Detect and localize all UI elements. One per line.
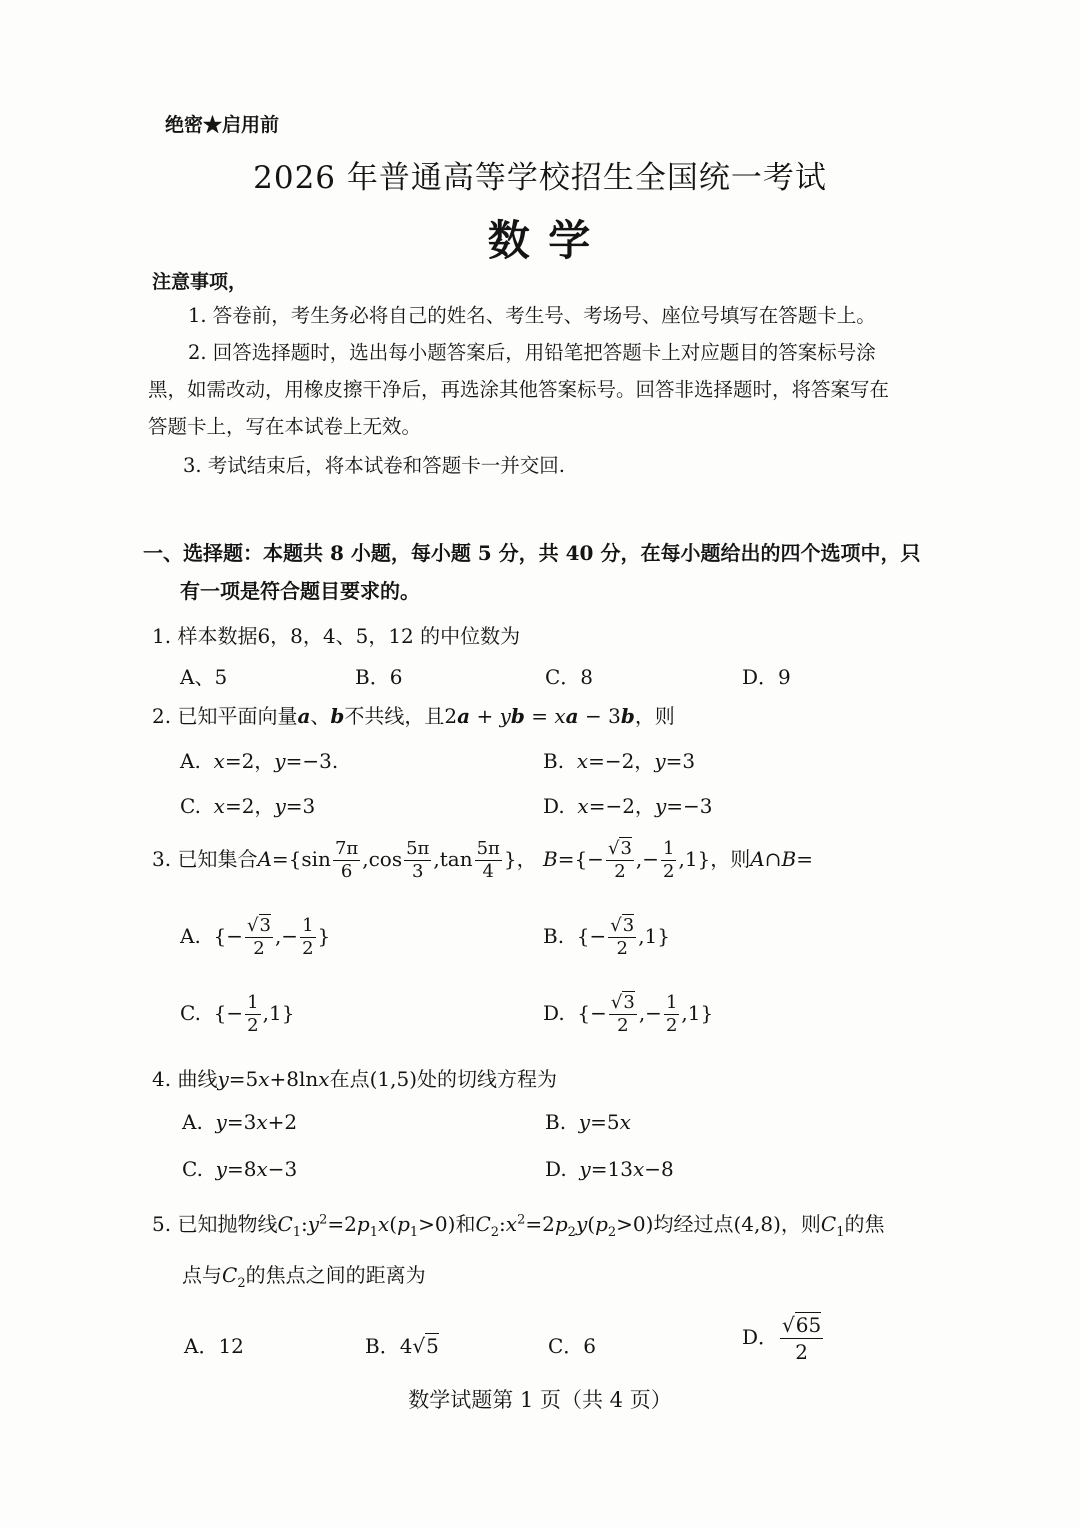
q2-option-a: A. x=2，y=−3. [180,749,339,773]
notice-heading: 注意事项， [152,271,248,293]
q4-option-a: A. y=3x+2 [182,1110,298,1134]
notice-item-2-line-1: 2. 回答选择题时，选出每小题答案后，用铅笔把答题卡上对应题目的答案标号涂 [188,341,876,364]
confidential-mark: 绝密★启用前 [165,114,280,136]
q2-option-c: C. x=2，y=3 [180,794,316,818]
q1-option-b: B．6 [355,665,403,689]
q3-option-c: C. {− $\frac{1}{2}$ ,1} [180,992,295,1036]
q3-option-b: B. {− $\frac{√3}{2}$ ,1} [543,915,671,959]
section-heading [143,534,948,610]
question-5-stem-line-2: 点与$C_2$的焦点之间的距离为 [182,1263,426,1291]
question-4-stem: 4. 曲线y=5x+8lnx在点(1,5)处的切线方程为 [152,1067,557,1091]
notice-item-3: 3. 考试结束后，将本试卷和答题卡一并交回. [183,454,566,477]
q5-option-d: D． $\frac{√65}{2}$ [742,1313,822,1364]
q1-option-a: A、5 [180,665,228,689]
q1-option-c: C．8 [545,665,594,689]
q4-option-c: C. y=8x−3 [182,1157,298,1181]
q1-option-d: D．9 [742,665,791,689]
q3-option-d: D. {− $\frac{√3}{2}$ ,− $\frac{1}{2}$ ,1} [543,992,714,1036]
section-heading-line-2: 有一项是符合题目要求的。 [180,579,420,603]
page-footer: 数学试题第 1 页（共 4 页） [408,1388,672,1412]
subject-title: 数 学 [487,216,593,265]
q5-option-a: A．12 [184,1334,244,1358]
q2-option-b: B. x=−2，y=3 [543,749,696,773]
q4-option-d: D. y=13x−8 [545,1157,674,1181]
notice-item-1: 1. 答卷前，考生务必将自己的姓名、考生号、考场号、座位号填写在答题卡上。 [188,304,876,327]
q3-option-a: A. {− $\frac{√3}{2}$ ,− $\frac{1}{2}$ } [180,915,331,959]
notice-item-2-line-2: 黑，如需改动，用橡皮擦干净后，再选涂其他答案标号。回答非选择题时，将答案写在 [148,378,890,401]
question-2-stem: 2. 已知平面向量a、b不共线，且2a + yb = xa − 3b，则 [152,704,675,728]
question-5-stem: 5. 已知抛物线$C_1:y^2=2p_1x(p_1>0)$和$C_2:x^2=2p_2y(p_2>0)$均经过点(4,8)，则$C_1$的焦 [152,1212,885,1240]
q4-option-b: B. y=5x [545,1110,631,1134]
q5-option-c: C．6 [548,1334,597,1358]
q2-option-d: D. x=−2，y=−3 [543,794,713,818]
section-heading-line-1: 一、选择题：本题共 8 小题，每小题 5 分，共 40 分，在每小题给出的四个选项中，只 [143,541,921,565]
q5-option-b: B．4√5 [365,1334,439,1358]
exam-title: 2026 年普通高等学校招生全国统一考试 [253,160,827,196]
question-3-stem: 3. 已知集合A={sin $\frac{7\pi}{6}$ ,cos $\frac{5\pi}{3}$ ,tan $\frac{5\pi}{4}$ }， B={− $\frac{√3}{2}$ ,− $\frac{1}{2}$ ,1}，则A∩B= [152,838,813,882]
notice-item-2-line-3: 答题卡上，写在本试卷上无效。 [148,415,422,438]
question-1-stem: 1. 样本数据6，8，4、5，12 的中位数为 [152,624,521,648]
